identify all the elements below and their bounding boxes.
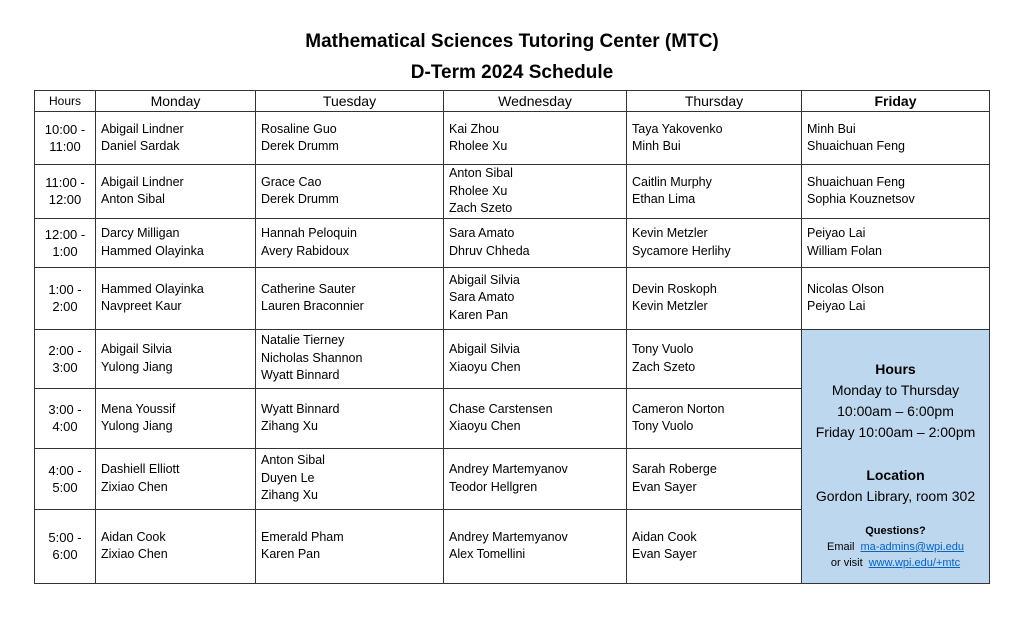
table-row — [35, 165, 990, 219]
info-visit-label: or visit — [830, 557, 863, 569]
cell-tuesday — [256, 112, 444, 165]
tutor-name: Shuaichuan Feng — [807, 174, 905, 189]
hours-line: 2:00 - — [48, 342, 82, 358]
cell-thursday — [627, 218, 802, 267]
tutor-name: Dhruv Chheda — [449, 243, 530, 258]
tutor-name: Hannah Peloquin — [261, 226, 357, 240]
info-hours-time: 10:00am – 6:00pm — [837, 403, 954, 419]
cell-wednesday — [444, 388, 627, 448]
info-location-heading: Location — [866, 467, 925, 483]
cell-monday — [96, 218, 256, 267]
tutor-name: Yulong Jiang — [101, 359, 173, 374]
hours-line: 11:00 — [49, 139, 81, 154]
tutor-name: Grace Cao — [261, 174, 322, 189]
hours-cell — [35, 509, 96, 583]
tutor-name: Anton Sibal — [261, 453, 325, 468]
hours-line: 3:00 - — [48, 402, 82, 417]
hours-line: 4:00 - — [48, 462, 82, 478]
cell-thursday — [627, 509, 802, 583]
tutor-name: Lauren Braconnier — [261, 299, 364, 313]
info-hours-heading: Hours — [875, 361, 916, 377]
header-tuesday: Tuesday — [256, 91, 444, 112]
tutor-name: Peiyao Lai — [807, 299, 866, 313]
cell-monday — [96, 267, 256, 329]
cell-friday — [802, 112, 990, 165]
tutor-name: Hammed Olayinka — [101, 243, 204, 258]
tutor-name: Andrey Martemyanov — [449, 462, 568, 476]
tutor-name: Sycamore Herlihy — [632, 243, 731, 258]
cell-wednesday — [444, 218, 627, 267]
tutor-name: Nicolas Olson — [807, 281, 885, 296]
hours-line: 2:00 — [52, 299, 78, 314]
tutor-name: Zihang Xu — [261, 419, 318, 433]
tutor-name: Abigail Silvia — [449, 272, 520, 287]
tutor-name: Duyen Le — [261, 470, 315, 485]
tutor-name: Abigail Silvia — [449, 342, 520, 356]
tutor-name: Darcy Milligan — [101, 226, 180, 240]
tutor-name: Rholee Xu — [449, 183, 508, 198]
tutor-name: Rholee Xu — [449, 139, 508, 153]
tutor-name: Abigail Lindner — [101, 174, 184, 189]
tutor-name: Zixiao Chen — [101, 479, 168, 494]
tutor-name: Xiaoyu Chen — [449, 419, 521, 433]
header-wednesday: Wednesday — [444, 91, 627, 112]
tutor-name: William Folan — [807, 243, 883, 258]
table-row — [35, 329, 990, 388]
table-row — [35, 218, 990, 267]
schedule-table — [34, 90, 990, 584]
tutor-name: Sarah Roberge — [632, 462, 717, 476]
hours-line: 1:00 — [52, 243, 78, 259]
hours-line: 12:00 - — [44, 226, 86, 242]
info-questions-heading: Questions? — [865, 525, 926, 537]
tutor-name: Teodor Hellgren — [449, 479, 538, 494]
cell-monday — [96, 165, 256, 219]
tutor-name: Daniel Sardak — [101, 139, 180, 153]
tutor-name: Cameron Norton — [632, 401, 725, 416]
info-location: Gordon Library, room 302 — [815, 488, 976, 504]
tutor-name: Dashiell Elliott — [101, 462, 180, 476]
tutor-name: Abigail Lindner — [101, 121, 184, 136]
hours-cell — [35, 448, 96, 509]
tutor-name: Karen Pan — [449, 307, 509, 322]
tutor-name: Rosaline Guo — [261, 121, 337, 136]
cell-thursday — [627, 165, 802, 219]
cell-wednesday — [444, 112, 627, 165]
cell-thursday — [627, 448, 802, 509]
tutor-name: Hammed Olayinka — [101, 281, 204, 296]
tutor-name: Anton Sibal — [101, 192, 165, 207]
tutor-name: Wyatt Binnard — [261, 401, 340, 416]
tutor-name: Taya Yakovenko — [632, 121, 723, 136]
tutor-name: Peiyao Lai — [807, 226, 866, 240]
tutor-name: Shuaichuan Feng — [807, 139, 905, 153]
tutor-name: Xiaoyu Chen — [449, 359, 521, 374]
cell-tuesday — [256, 388, 444, 448]
cell-thursday — [627, 112, 802, 165]
tutor-name: Sara Amato — [449, 226, 515, 240]
cell-tuesday — [256, 329, 444, 388]
cell-friday — [802, 218, 990, 267]
cell-monday — [96, 448, 256, 509]
hours-line: 5:00 — [52, 479, 78, 495]
cell-wednesday — [444, 165, 627, 219]
tutor-name: Yulong Jiang — [101, 419, 173, 433]
tutor-name: Karen Pan — [261, 547, 321, 561]
cell-thursday — [627, 267, 802, 329]
tutor-name: Chase Carstensen — [449, 401, 553, 416]
tutor-name: Evan Sayer — [632, 479, 697, 494]
tutor-name: Kevin Metzler — [632, 226, 708, 240]
tutor-name: Zihang Xu — [261, 488, 318, 503]
tutor-name: Natalie Tierney — [261, 333, 345, 348]
cell-tuesday — [256, 218, 444, 267]
tutor-name: Derek Drumm — [261, 139, 339, 153]
hours-cell — [35, 112, 96, 165]
tutor-name: Kevin Metzler — [632, 299, 708, 313]
cell-friday — [802, 165, 990, 219]
cell-monday — [96, 388, 256, 448]
cell-monday — [96, 112, 256, 165]
tutor-name: Anton Sibal — [449, 166, 513, 180]
tutor-name: Aidan Cook — [101, 529, 166, 544]
hours-line: 10:00 - — [44, 122, 86, 137]
tutor-name: Minh Bui — [632, 139, 681, 153]
cell-monday — [96, 329, 256, 388]
tutor-name: Alex Tomellini — [449, 547, 526, 561]
cell-tuesday — [256, 165, 444, 219]
tutor-name: Evan Sayer — [632, 547, 697, 561]
cell-friday — [802, 267, 990, 329]
page-title: Mathematical Sciences Tutoring Center (MTC) — [305, 31, 719, 52]
cell-monday — [96, 509, 256, 583]
header-hours: Hours — [35, 91, 96, 112]
tutor-name: Devin Roskoph — [632, 281, 717, 296]
tutor-name: Abigail Silvia — [101, 342, 172, 356]
hours-cell — [35, 388, 96, 448]
tutor-name: Emerald Pham — [261, 529, 344, 544]
hours-line: 1:00 - — [48, 282, 82, 297]
tutor-name: Minh Bui — [807, 121, 856, 136]
tutor-name: Aidan Cook — [632, 529, 697, 544]
hours-line: 12:00 — [48, 192, 82, 208]
cell-tuesday — [256, 267, 444, 329]
tutor-name: Zach Szeto — [449, 201, 513, 215]
cell-wednesday — [444, 329, 627, 388]
hours-cell — [35, 165, 96, 219]
tutor-name: Zixiao Chen — [101, 547, 168, 561]
tutor-name: Zach Szeto — [632, 359, 696, 374]
tutor-name: Caitlin Murphy — [632, 174, 712, 189]
tutor-name: Wyatt Binnard — [261, 368, 340, 383]
tutor-name: Sara Amato — [449, 290, 515, 305]
hours-line: 11:00 - — [45, 175, 85, 191]
hours-line: 6:00 — [52, 547, 78, 562]
cell-wednesday — [444, 509, 627, 583]
website-link[interactable]: www.wpi.edu/+mtc — [868, 557, 961, 569]
cell-thursday — [627, 388, 802, 448]
hours-line: 5:00 - — [48, 530, 82, 545]
tutor-name: Tony Vuolo — [632, 342, 694, 356]
cell-thursday — [627, 329, 802, 388]
tutor-name: Derek Drumm — [261, 192, 339, 207]
header-thursday: Thursday — [627, 91, 802, 112]
hours-cell — [35, 267, 96, 329]
info-box — [802, 329, 990, 583]
hours-line: 4:00 — [52, 419, 78, 434]
tutor-name: Ethan Lima — [632, 192, 696, 207]
tutor-name: Mena Youssif — [101, 401, 176, 416]
page-subtitle: D-Term 2024 Schedule — [410, 62, 614, 83]
tutor-name: Catherine Sauter — [261, 281, 356, 296]
table-row — [35, 112, 990, 165]
tutor-name: Kai Zhou — [449, 121, 500, 136]
cell-tuesday — [256, 509, 444, 583]
cell-wednesday — [444, 267, 627, 329]
hours-cell — [35, 218, 96, 267]
email-link[interactable]: ma-admins@wpi.edu — [860, 541, 964, 553]
tutor-name: Nicholas Shannon — [261, 350, 363, 365]
tutor-name: Sophia Kouznetsov — [807, 192, 915, 207]
hours-line: 3:00 — [52, 359, 78, 375]
table-row — [35, 267, 990, 329]
info-visit-line — [802, 555, 989, 571]
info-email-label: Email — [826, 541, 855, 553]
header-monday: Monday — [96, 91, 256, 112]
tutor-name: Andrey Martemyanov — [449, 529, 568, 544]
hours-cell — [35, 329, 96, 388]
info-hours-friday: Friday 10:00am – 2:00pm — [815, 424, 976, 440]
tutor-name: Navpreet Kaur — [101, 299, 182, 313]
header-friday: Friday — [802, 91, 990, 112]
header-row — [35, 91, 990, 112]
tutor-name: Tony Vuolo — [632, 419, 694, 433]
tutor-name: Avery Rabidoux — [261, 243, 350, 258]
info-email-line — [802, 539, 989, 555]
info-hours-days: Monday to Thursday — [831, 382, 960, 398]
cell-tuesday — [256, 448, 444, 509]
cell-wednesday — [444, 448, 627, 509]
